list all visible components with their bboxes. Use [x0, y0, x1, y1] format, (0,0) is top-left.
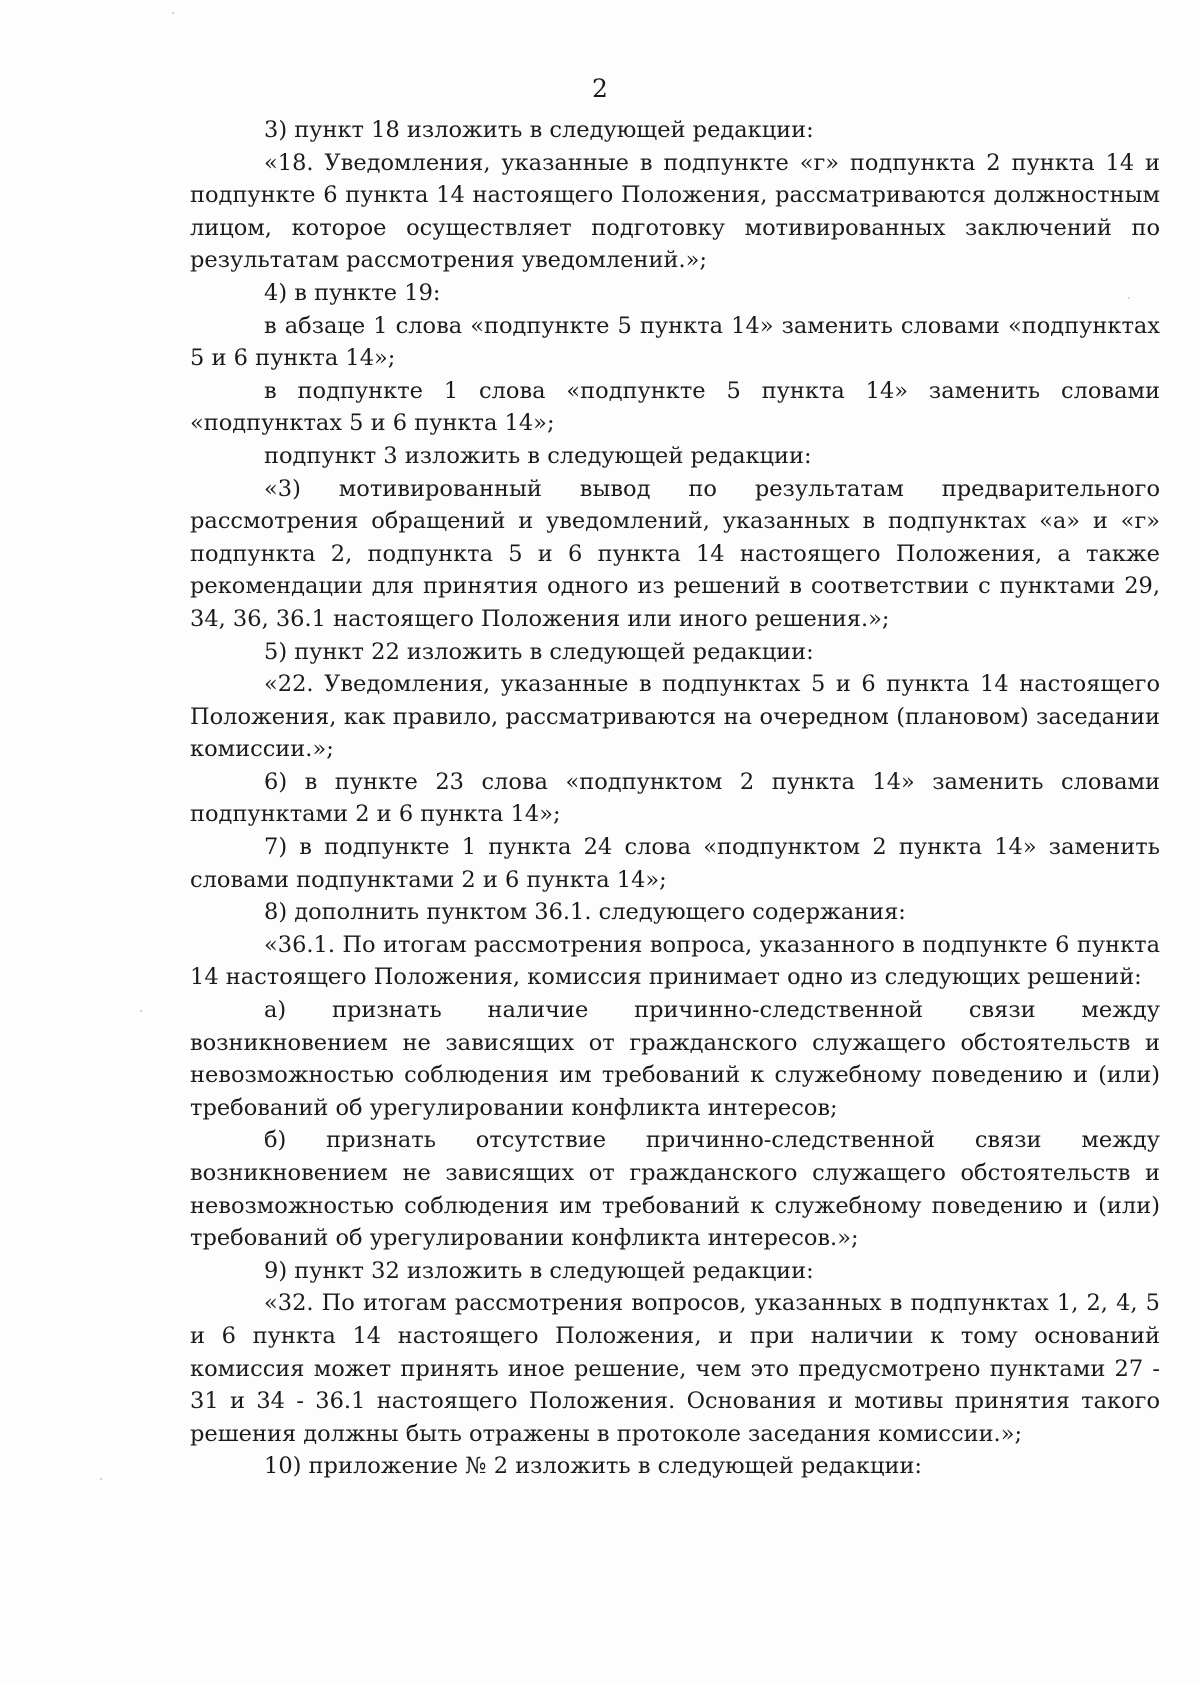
scan-speck: [1128, 297, 1130, 299]
paragraph-abzac-1: в абзаце 1 слова «подпункте 5 пункта 14» заменить словами «подпунктах 5 и 6 пункта 14»;: [190, 312, 1160, 372]
paragraph-item-5: 5) пункт 22 изложить в следующей редакции:: [264, 638, 814, 665]
paragraph-point-32-text: «32. По итогам рассмотрения вопросов, указанных в подпунктах 1, 2, 4, 5 и 6 пункта 14 настоящего Положения, и при наличии к тому оснований комиссия может принять иное решение, чем это предусмотрено пунктами 27 - 31 и 34 - 36.1 настоящего Положения. Основания и мотивы принятия такого решения должны быть отражены в протоколе заседания комиссии.»;: [190, 1290, 1160, 1447]
paragraph-point-22-text: «22. Уведомления, указанные в подпунктах 5 и 6 пункта 14 настоящего Положения, как правило, рассматриваются на очередном (плановом) заседании комиссии.»;: [190, 671, 1160, 763]
paragraph-item-3: 3) пункт 18 изложить в следующей редакции:: [264, 117, 814, 143]
paragraph-option-b: б) признать отсутствие причинно-следственной связи между возникновением не зависящих от гражданского служащего обстоятельств и невозможностью соблюдения им требований к служебному поведению и (или) требований об урегулировании конфликта интересов.»;: [190, 1127, 1160, 1252]
paragraph-item-10: 10) приложение № 2 изложить в следующей редакции:: [264, 1453, 923, 1480]
paragraph-option-a: а) признать наличие причинно-следственной связи между возникновением не зависящих от гражданского служащего обстоятельств и невозможностью соблюдения им требований к служебному поведению и (или) требований об урегулировании конфликта интересов;: [190, 997, 1160, 1121]
page-number: 2: [592, 74, 608, 103]
paragraph-item-6: 6) в пункте 23 слова «подпунктом 2 пункта 14» заменить словами подпунктами 2 и 6 пункта 14»;: [190, 768, 1160, 828]
paragraph-item-4: 4) в пункте 19:: [264, 279, 441, 306]
paragraph-subpoint-3-text: «3) мотивированный вывод по результатам предварительного рассмотрения обращений и уведомлений, указанных в подпунктах «а» и «г» подпункта 2, подпункта 5 и 6 пункта 14 настоящего Положения, а также рекомендации для принятия одного из решений в соответствии с пунктами 29, 34, 36, 36.1 настоящего Положения или иного решения.»;: [190, 475, 1160, 632]
document-body: [190, 114, 1160, 1483]
paragraph-subpoint-1: в подпункте 1 слова «подпункте 5 пункта 14» заменить словами «подпунктах 5 и 6 пункта 14»;: [190, 377, 1160, 437]
paragraph-point-36-1-text: «36.1. По итогам рассмотрения вопроса, указанного в подпункте 6 пункта 14 настоящего Положения, комиссия принимает одно из следующих решений:: [190, 931, 1160, 991]
scan-speck: [140, 1010, 142, 1012]
scan-speck: [100, 1478, 102, 1480]
paragraph-item-9: 9) пункт 32 изложить в следующей редакции:: [264, 1257, 814, 1284]
paragraph-point-18-text: «18. Уведомления, указанные в подпункте «г» подпункта 2 пункта 14 и подпункте 6 пункта 14 настоящего Положения, рассматриваются должностным лицом, которое осуществляет подготовку мотивированных заключений по результатам рассмотрения уведомлений.»;: [190, 149, 1160, 274]
paragraph-subpoint-3: подпункт 3 изложить в следующей редакции:: [264, 442, 812, 469]
paragraph-item-8: 8) дополнить пунктом 36.1. следующего содержания:: [264, 899, 906, 926]
scan-speck: [172, 12, 174, 14]
paragraph-item-7: 7) в подпункте 1 пункта 24 слова «подпунктом 2 пункта 14» заменить словами подпунктами 2 и 6 пункта 14»;: [190, 834, 1160, 893]
